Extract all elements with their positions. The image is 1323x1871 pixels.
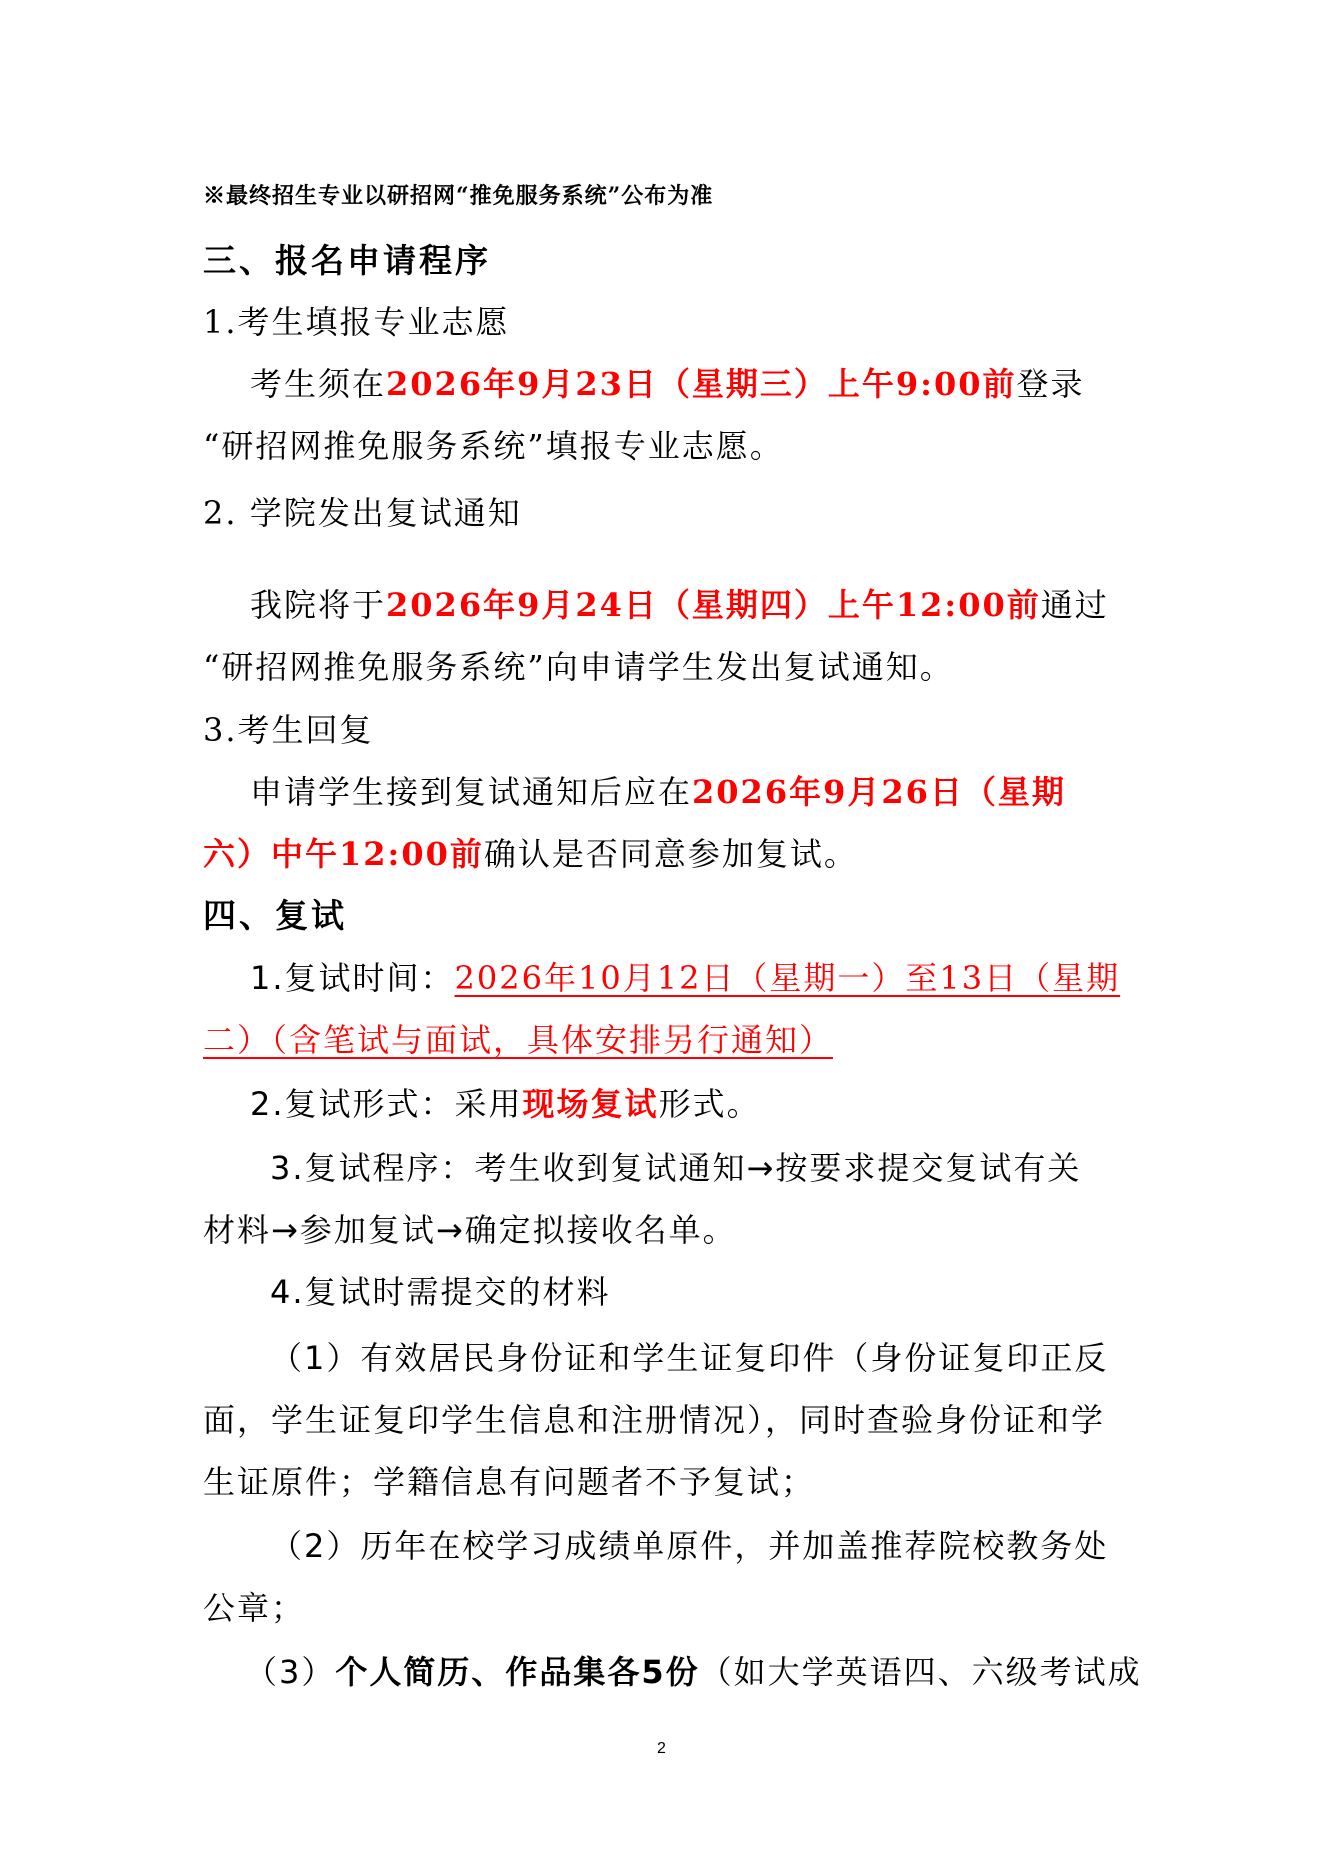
item-1-deadline: 2026年9月23日（星期三）上午9:00前 — [386, 365, 1017, 403]
section-3-heading: 三、报名申请程序 — [203, 241, 491, 280]
page-number: 2 — [657, 1740, 666, 1757]
item-1-title: 1.考生填报专业志愿 — [203, 303, 510, 341]
retest-form-highlight: 现场复试 — [522, 1085, 659, 1123]
retest-form-post: 形式。 — [658, 1085, 761, 1123]
retest-procedure-line-2: 材料→参加复试→确定拟接收名单。 — [203, 1211, 737, 1249]
item-3-line-1 — [250, 770, 1066, 814]
retest-time-line-1 — [250, 956, 1120, 1000]
material-3-post: （如大学英语四、六级考试成 — [699, 1653, 1142, 1691]
materials-title: 4.复试时需提交的材料 — [270, 1273, 611, 1311]
item-1-line-1 — [250, 362, 1085, 406]
material-3-pre: （3） — [245, 1653, 336, 1691]
retest-time-line-2 — [203, 1018, 833, 1062]
retest-time-value-2: 二）（含笔试与面试，具体安排另行通知） — [203, 1021, 834, 1059]
material-1-line-3: 生证原件；学籍信息有问题者不予复试； — [203, 1463, 816, 1501]
item-2-title: 2. 学院发出复试通知 — [203, 494, 522, 532]
item-2-deadline: 2026年9月24日（星期四）上午12:00前 — [386, 586, 1041, 624]
item-3-deadline-part-2: 六）中午12:00前 — [203, 835, 484, 873]
item-2-text-post: 通过 — [1040, 586, 1109, 624]
retest-form-line — [250, 1082, 761, 1126]
material-1-line-2: 面，学生证复印学生信息和注册情况），同时查验身份证和学 — [203, 1401, 1106, 1439]
item-3-text-post: 确认是否同意参加复试。 — [483, 835, 858, 873]
item-3-deadline-part-1: 2026年9月26日（星期 — [692, 773, 1066, 811]
section-4-heading: 四、复试 — [203, 896, 347, 935]
material-1-line-1: （1）有效居民身份证和学生证复印件（身份证复印正反 — [270, 1339, 1109, 1377]
retest-time-value-1: 2026年10月12日（星期一）至13日（星期 — [454, 959, 1121, 997]
item-3-title: 3.考生回复 — [203, 711, 374, 749]
retest-form-pre: 2.复试形式：采用 — [250, 1085, 523, 1123]
retest-time-label: 1.复试时间： — [250, 959, 455, 997]
item-3-text-pre: 申请学生接到复试通知后应在 — [250, 773, 693, 811]
material-2-line-1: （2）历年在校学习成绩单原件，并加盖推荐院校教务处 — [270, 1527, 1109, 1565]
item-2-text-pre: 我院将于 — [250, 586, 387, 624]
material-3-highlight: 个人简历、作品集各5份 — [335, 1653, 700, 1691]
item-1-text-post: 登录 — [1016, 365, 1085, 403]
item-1-line-2: “研招网推免服务系统”填报专业志愿。 — [203, 427, 784, 465]
item-2-line-1 — [250, 583, 1109, 627]
item-3-line-2 — [203, 832, 858, 876]
material-3-line-1 — [245, 1650, 1142, 1694]
item-1-text-pre: 考生须在 — [250, 365, 387, 403]
item-2-line-2: “研招网推免服务系统”向申请学生发出复试通知。 — [203, 648, 954, 686]
retest-procedure-line-1: 3.复试程序：考生收到复试通知→按要求提交复试有关 — [270, 1149, 1082, 1187]
note-text: ※最终招生专业以研招网“推免服务系统”公布为准 — [203, 183, 714, 209]
material-2-line-2: 公章； — [203, 1589, 306, 1627]
